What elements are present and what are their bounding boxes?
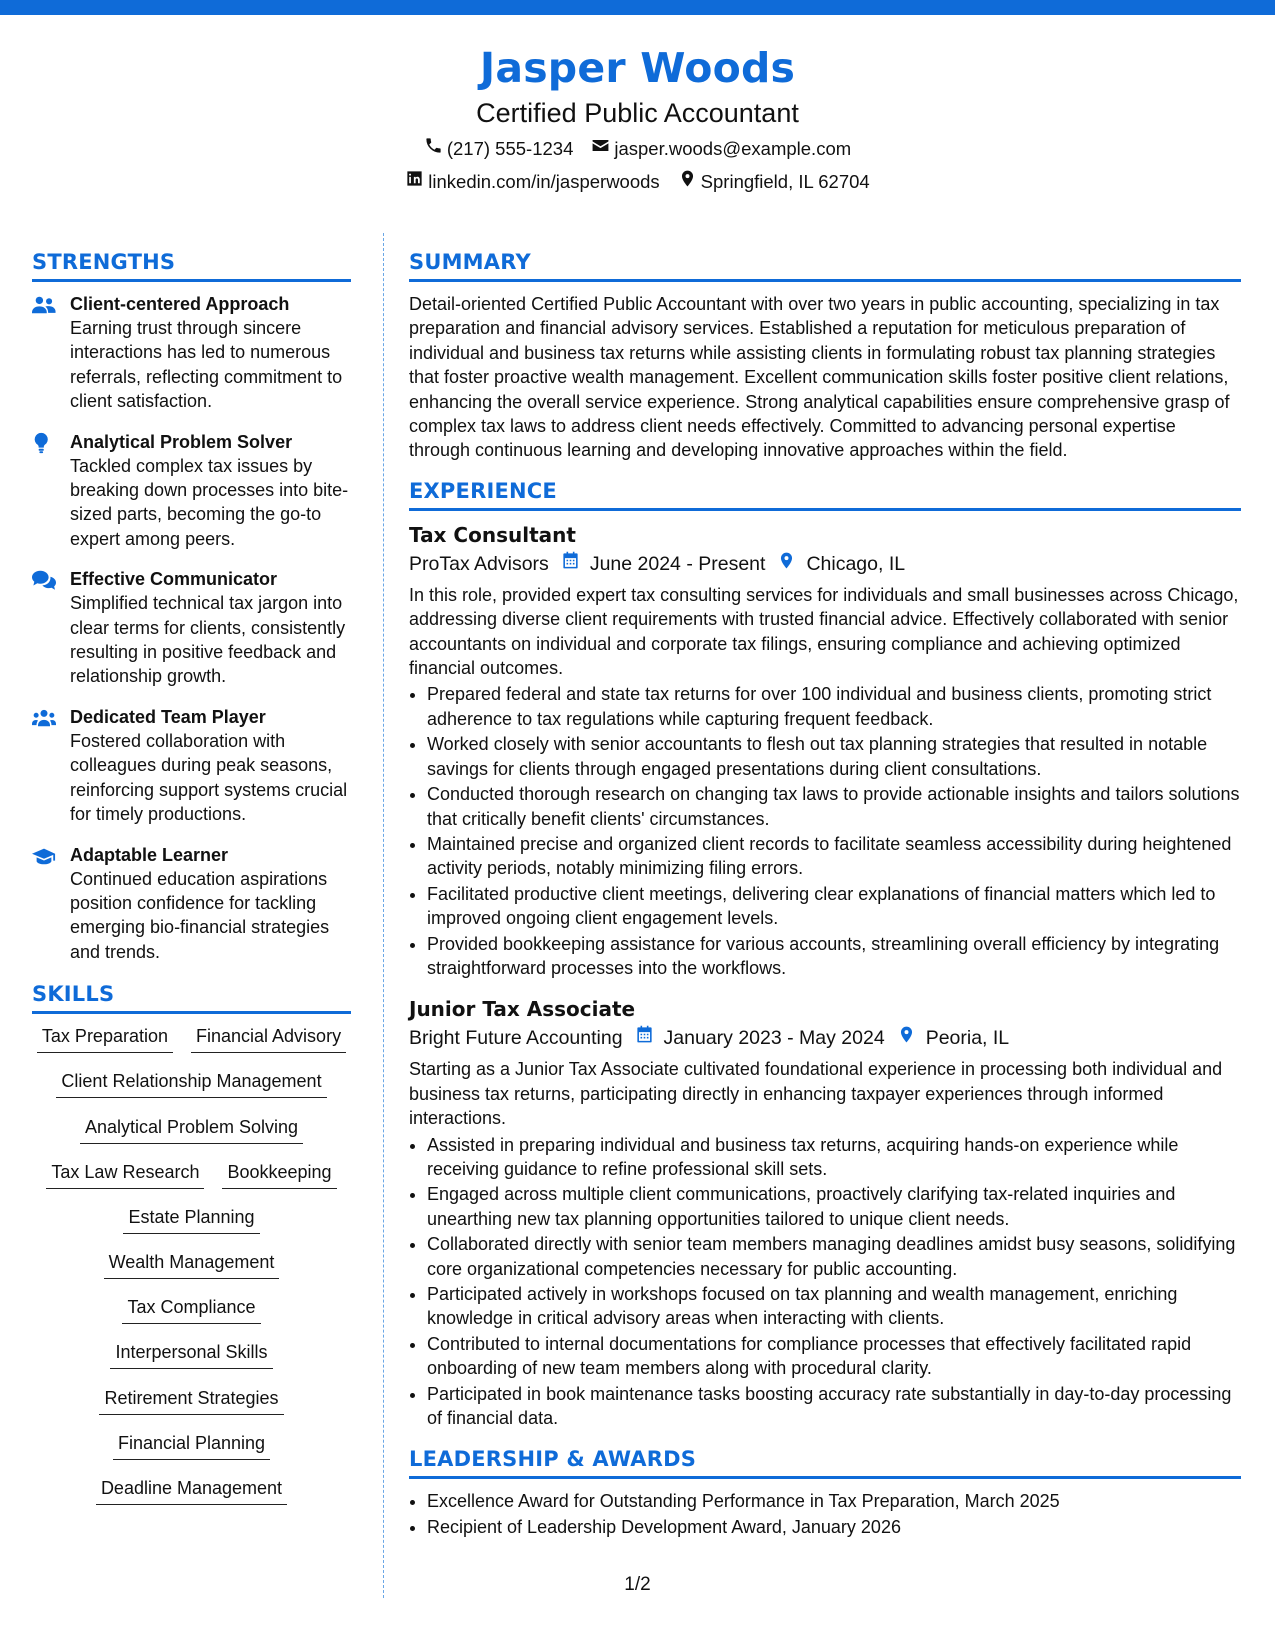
list-item: • Worked closely with senior accountants to flesh out tax planning strategies that resulted in notable savings for clients through engaged presentations during client consultations. bbox=[427, 732, 1241, 781]
location-text: Springfield, IL 62704 bbox=[700, 170, 870, 192]
strength-description: Simplified technical tax jargon into clear terms for clients, consistently resulting in positive feedback and relationship growth. bbox=[70, 593, 346, 687]
summary-heading: SUMMARY bbox=[409, 248, 1241, 282]
list-item: • Recipient of Leadership Development Award, January 2026 bbox=[427, 1515, 1241, 1539]
job-entry bbox=[409, 521, 1241, 981]
job-dates: January 2023 - May 2024 bbox=[663, 1027, 885, 1050]
strength-item bbox=[32, 292, 351, 414]
skill-tag: Tax Compliance bbox=[122, 1295, 260, 1324]
resume-header bbox=[0, 40, 1275, 194]
skill-tag: Analytical Problem Solving bbox=[80, 1115, 303, 1144]
list-item: • Prepared federal and state tax returns for over 100 individual and business clients, promoting strict adherence to tax regulations while capturing frequent feedback. bbox=[427, 682, 1241, 731]
strength-description: Earning trust through sincere interactions has led to numerous referrals, reflecting commitment to client satisfaction. bbox=[70, 318, 343, 412]
job-company: ProTax Advisors bbox=[409, 552, 549, 575]
list-item: • Assisted in preparing individual and business tax returns, acquiring hands-on experience while receiving guidance to refine professional skill sets. bbox=[427, 1133, 1241, 1182]
skill-tag: Tax Law Research bbox=[46, 1160, 204, 1189]
job-role: Tax Consultant bbox=[409, 522, 576, 547]
top-accent-bar bbox=[0, 0, 1275, 15]
strength-item bbox=[32, 430, 351, 552]
job-description: In this role, provided expert tax consulting services for individuals and small businesses across Chicago, addressing diverse client requirements with trusted financial advice. Effectively collaborated with senior accountants on individual and corporate tax filings, ensuring compliance and achieving optimized financial outcomes. bbox=[409, 584, 1239, 679]
skill-tag: Deadline Management bbox=[96, 1476, 287, 1505]
list-item: • Contributed to internal documentations for compliance processes that effectively facilitated rapid onboarding of new team members along with procedural clarity. bbox=[427, 1332, 1241, 1381]
skills-heading: SKILLS bbox=[32, 980, 351, 1014]
strength-description: Continued education aspirations position confidence for tackling emerging bio-financial strategies and trends. bbox=[70, 868, 330, 962]
skill-tag: Interpersonal Skills bbox=[110, 1340, 272, 1369]
strength-item bbox=[32, 567, 351, 689]
strength-title: Dedicated Team Player bbox=[70, 706, 266, 727]
skill-tag: Tax Preparation bbox=[37, 1024, 173, 1053]
map-pin-icon bbox=[885, 1023, 926, 1053]
list-item: • Participated actively in workshops focused on tax planning and wealth management, enriching knowledge in critical advisory areas when interacting with clients. bbox=[427, 1282, 1241, 1331]
job-meta bbox=[409, 1023, 1241, 1053]
calendar-icon bbox=[549, 549, 590, 579]
job-entry bbox=[409, 995, 1241, 1430]
skill-tag: Estate Planning bbox=[123, 1205, 259, 1234]
job-location: Peoria, IL bbox=[925, 1027, 1010, 1050]
skill-tag: Wealth Management bbox=[104, 1250, 280, 1279]
comments-icon bbox=[32, 567, 70, 689]
graduation-cap-icon bbox=[32, 843, 70, 965]
skills-list bbox=[32, 1024, 351, 1521]
list-item: • Excellence Award for Outstanding Performance in Tax Preparation, March 2025 bbox=[427, 1489, 1241, 1513]
list-item: • Collaborated directly with senior team members managing deadlines amidst busy seasons, solidifying core organizational competencies necessary for public accounting. bbox=[427, 1232, 1241, 1281]
linkedin-contact[interactable] bbox=[405, 169, 659, 194]
strength-item bbox=[32, 705, 351, 827]
lightbulb-icon bbox=[32, 430, 70, 552]
column-divider bbox=[383, 233, 384, 1598]
summary-text: Detail-oriented Certified Public Accountant with over two years in public accounting, specializing in tax preparation and financial advisory services. Established a reputation for meticulous preparation of individual and business tax returns while assisting clients in formulating robust tax planning strategies that foster proactive wealth management. Excellent communication skills foster positive client relations, enhancing the overall service experience. Strong analytical capabilities ensure comprehensive grasp of complex tax laws to address client needs effectively. Committed to advancing personal expertise through continuous learning and developing innovative approaches within the field. bbox=[409, 294, 1230, 461]
job-location: Chicago, IL bbox=[806, 552, 906, 575]
map-pin-icon bbox=[765, 549, 806, 579]
list-item: • Conducted thorough research on changing tax laws to provide actionable insights and tailors solutions that critically benefit clients' circumstances. bbox=[427, 782, 1241, 831]
skill-tag: Financial Planning bbox=[113, 1431, 270, 1460]
users-icon bbox=[32, 292, 70, 414]
left-column bbox=[32, 248, 351, 1521]
job-bullets bbox=[409, 1133, 1241, 1431]
page-number: 1/2 bbox=[624, 1574, 651, 1595]
list-item: • Participated in book maintenance tasks boosting accuracy rate substantially in day-to-day processing of financial data. bbox=[427, 1382, 1241, 1431]
strength-title: Adaptable Learner bbox=[70, 844, 229, 865]
experience-heading: EXPERIENCE bbox=[409, 477, 1241, 511]
skill-tag: Retirement Strategies bbox=[99, 1386, 283, 1415]
job-company: Bright Future Accounting bbox=[409, 1027, 623, 1050]
right-column bbox=[409, 248, 1241, 1540]
phone-contact[interactable] bbox=[424, 136, 574, 161]
job-dates: June 2024 - Present bbox=[589, 552, 766, 575]
calendar-icon bbox=[623, 1023, 664, 1053]
strength-description: Fostered collaboration with colleagues during peak seasons, reinforcing support systems crucial for timely productions. bbox=[70, 730, 348, 825]
strength-title: Effective Communicator bbox=[70, 569, 278, 590]
awards-heading: LEADERSHIP & AWARDS bbox=[409, 1445, 1241, 1479]
map-pin-icon bbox=[678, 169, 697, 194]
candidate-title: Certified Public Accountant bbox=[476, 98, 799, 128]
email-text: jasper.woods@example.com bbox=[614, 137, 852, 159]
job-meta bbox=[409, 549, 1241, 579]
strength-description: Tackled complex tax issues by breaking down processes into bite-sized parts, becoming the go-to expert among peers. bbox=[70, 455, 349, 549]
linkedin-icon bbox=[405, 169, 424, 194]
linkedin-text: linkedin.com/in/jasperwoods bbox=[428, 170, 660, 192]
list-item: • Maintained precise and organized client records to facilitate seamless accessibility during heightened activity periods, notably minimizing filing errors. bbox=[427, 832, 1241, 881]
strengths-heading: STRENGTHS bbox=[32, 248, 351, 282]
location-contact bbox=[678, 169, 870, 194]
phone-text: (217) 555-1234 bbox=[446, 137, 574, 159]
strength-item bbox=[32, 843, 351, 965]
skill-tag: Financial Advisory bbox=[191, 1024, 346, 1053]
job-role: Junior Tax Associate bbox=[409, 997, 636, 1022]
skill-tag: Client Relationship Management bbox=[56, 1069, 326, 1098]
list-item: • Provided bookkeeping assistance for various accounts, streamlining overall efficiency by integrating straightforward processes into the workflows. bbox=[427, 932, 1241, 981]
list-item: • Engaged across multiple client communications, proactively clarifying tax-related inquiries and unearthing new tax planning opportunities tailored to unique client needs. bbox=[427, 1182, 1241, 1231]
email-contact[interactable] bbox=[591, 136, 851, 161]
candidate-name: Jasper Woods bbox=[479, 44, 796, 92]
envelope-icon bbox=[591, 136, 610, 161]
skill-tag: Bookkeeping bbox=[222, 1160, 336, 1189]
job-description: Starting as a Junior Tax Associate cultivated foundational experience in processing both individual and business tax returns, participating directly in enhancing taxpayer experiences through informed interactions. bbox=[409, 1059, 1223, 1129]
strength-title: Client-centered Approach bbox=[70, 294, 290, 314]
awards-list bbox=[409, 1489, 1241, 1539]
team-icon bbox=[32, 705, 70, 827]
list-item: • Facilitated productive client meetings, delivering clear explanations of financial matters which led to improved ongoing client engagement levels. bbox=[427, 882, 1241, 931]
strength-title: Analytical Problem Solver bbox=[70, 431, 293, 452]
phone-icon bbox=[424, 136, 443, 161]
contact-row-1 bbox=[0, 136, 1275, 161]
contact-row-2 bbox=[0, 169, 1275, 194]
job-bullets bbox=[409, 682, 1241, 980]
